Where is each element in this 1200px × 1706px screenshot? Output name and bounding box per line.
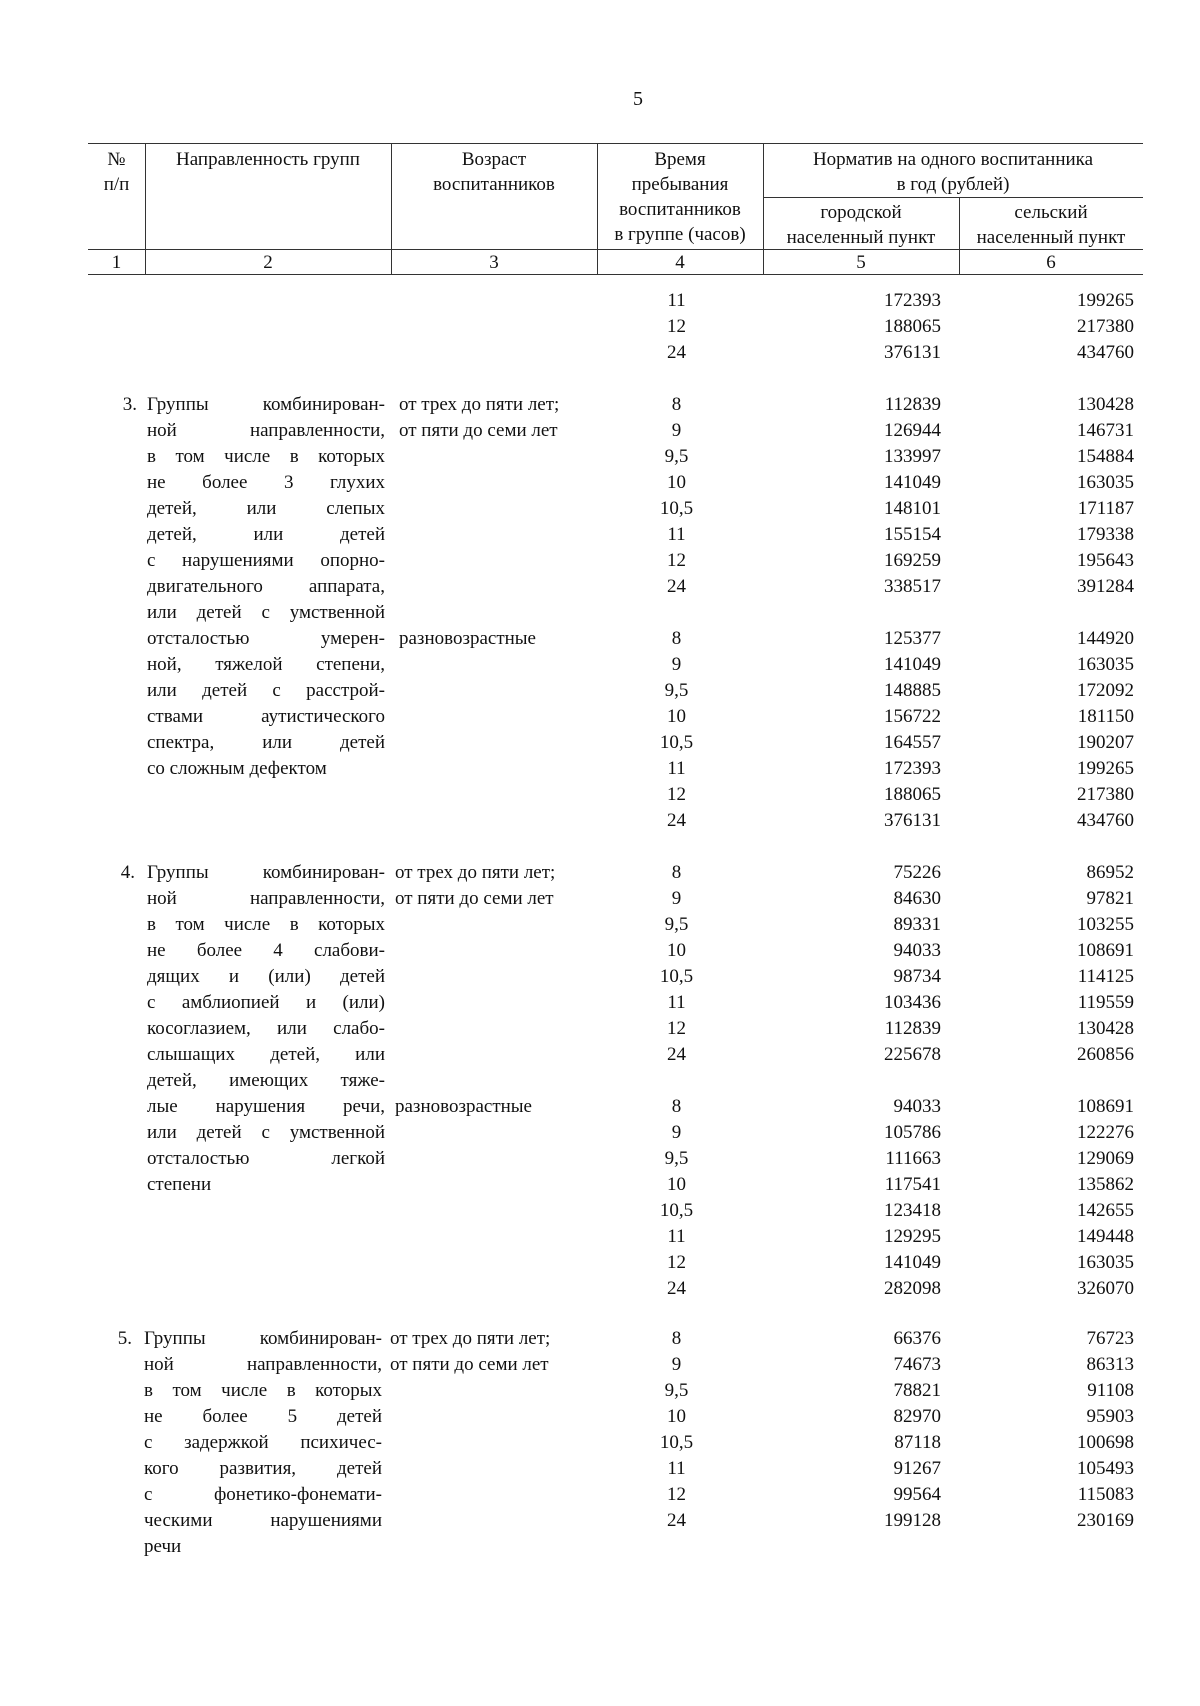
header-col4-line: в группе (часов) — [614, 224, 746, 245]
description-line: слышащих детей, или — [147, 1044, 385, 1065]
header-col56 — [763, 147, 1143, 197]
urban-norm-cell: 169259 — [884, 550, 941, 571]
urban-norm-cell: 103436 — [884, 992, 941, 1013]
hours-cell: 12 — [667, 1252, 686, 1273]
table-row — [0, 1120, 1200, 1146]
header-col5 — [763, 200, 959, 250]
rural-norm-cell: 434760 — [1077, 810, 1134, 831]
hours-cell: 11 — [667, 758, 686, 779]
urban-norm-cell: 78821 — [893, 1380, 941, 1401]
urban-norm-cell: 91267 — [893, 1458, 941, 1479]
hours-cell: 9 — [671, 654, 682, 675]
urban-norm-cell: 155154 — [884, 524, 941, 545]
header-top-border — [88, 143, 1143, 144]
description-line: или детей с расстрой- — [147, 680, 385, 701]
description-line: степени — [147, 1174, 212, 1195]
age-line: разновозрастные — [395, 1096, 532, 1117]
hours-cell: 9 — [671, 1122, 682, 1143]
rural-norm-cell: 130428 — [1077, 394, 1134, 415]
hours-cell: 10 — [667, 706, 686, 727]
urban-norm-cell: 89331 — [893, 914, 941, 935]
page-number: 5 — [633, 88, 643, 110]
rural-norm-cell: 119559 — [1077, 992, 1134, 1013]
urban-norm-cell: 172393 — [884, 758, 941, 779]
hours-cell: 9 — [671, 1354, 682, 1375]
description-line: или детей с умственной — [147, 1122, 385, 1143]
description-line: Группы комбинирован- — [147, 394, 385, 415]
hours-cell: 10,5 — [659, 966, 694, 987]
rural-norm-cell: 129069 — [1077, 1148, 1134, 1169]
group-number: 4. — [120, 862, 135, 883]
rural-norm-cell: 217380 — [1077, 316, 1134, 337]
table-row — [0, 1094, 1200, 1120]
description-line: лые нарушения речи, — [147, 1096, 385, 1117]
urban-norm-cell: 141049 — [884, 472, 941, 493]
urban-norm-cell: 75226 — [893, 862, 941, 883]
description-line: ной направленности, — [147, 888, 385, 909]
description-line: ной, тяжелой степени, — [147, 654, 385, 675]
hours-cell: 9,5 — [664, 914, 689, 935]
hours-cell: 10,5 — [659, 1432, 694, 1453]
hours-cell: 9,5 — [664, 1148, 689, 1169]
urban-norm-cell: 123418 — [884, 1200, 941, 1221]
header-col56-line: в год (рублей) — [896, 174, 1010, 195]
header-col5-line: населенный пункт — [786, 227, 936, 248]
rural-norm-cell: 97821 — [1086, 888, 1134, 909]
table-row — [0, 340, 1200, 366]
hours-cell: 10 — [667, 472, 686, 493]
rural-norm-cell: 108691 — [1077, 940, 1134, 961]
group-number: 5. — [117, 1328, 132, 1349]
hours-cell: 10,5 — [659, 732, 694, 753]
column-number-1: 1 — [111, 252, 122, 273]
table-row — [0, 288, 1200, 314]
rural-norm-cell: 190207 — [1077, 732, 1134, 753]
column-number-4: 4 — [675, 252, 685, 273]
urban-norm-cell: 74673 — [893, 1354, 941, 1375]
column-number-3: 3 — [489, 252, 499, 273]
urban-norm-cell: 99564 — [893, 1484, 941, 1505]
hours-cell: 10 — [667, 1174, 686, 1195]
hours-cell: 11 — [667, 524, 686, 545]
urban-norm-cell: 82970 — [893, 1406, 941, 1427]
table-row — [0, 1326, 1200, 1352]
rural-norm-cell: 100698 — [1077, 1432, 1134, 1453]
table-row — [0, 730, 1200, 756]
header-col4-line: пребывания — [631, 174, 729, 195]
urban-norm-cell: 125377 — [884, 628, 941, 649]
urban-norm-cell: 164557 — [884, 732, 941, 753]
table-row — [0, 548, 1200, 574]
description-line: дящих и (или) детей — [147, 966, 385, 987]
hours-cell: 11 — [667, 992, 686, 1013]
header-col3-line: воспитанников — [433, 174, 555, 195]
table-row — [0, 990, 1200, 1016]
rural-norm-cell: 108691 — [1077, 1096, 1134, 1117]
description-line: детей, или слепых — [147, 498, 385, 519]
hours-cell: 8 — [671, 628, 682, 649]
rural-norm-cell: 199265 — [1077, 290, 1134, 311]
urban-norm-cell: 148885 — [884, 680, 941, 701]
description-line: или детей с умственной — [147, 602, 385, 623]
urban-norm-cell: 117541 — [884, 1174, 941, 1195]
table-row — [0, 470, 1200, 496]
rural-norm-cell: 171187 — [1077, 498, 1134, 519]
header-col3-line: Возраст — [461, 149, 527, 170]
table-row — [0, 574, 1200, 600]
table-row — [0, 782, 1200, 808]
age-line: от трех до пяти лет; — [395, 862, 556, 883]
column-number-6: 6 — [1046, 252, 1056, 273]
table-row — [0, 626, 1200, 652]
description-line: в том числе в которых — [147, 914, 385, 935]
hours-cell: 10 — [667, 940, 686, 961]
table-row — [0, 1482, 1200, 1508]
hours-cell: 12 — [667, 1484, 686, 1505]
age-line: от пяти до семи лет — [390, 1354, 549, 1375]
urban-norm-cell: 105786 — [884, 1122, 941, 1143]
header-col1 — [88, 147, 145, 197]
header-col3 — [391, 147, 597, 197]
hours-cell: 8 — [671, 1096, 682, 1117]
hours-cell: 11 — [667, 290, 686, 311]
rural-norm-cell: 217380 — [1077, 784, 1134, 805]
column-number-5: 5 — [856, 252, 866, 273]
hours-cell: 12 — [667, 550, 686, 571]
hours-cell: 11 — [667, 1458, 686, 1479]
hours-cell: 10,5 — [659, 1200, 694, 1221]
urban-norm-cell: 98734 — [893, 966, 941, 987]
table-row — [0, 1146, 1200, 1172]
hours-cell: 24 — [667, 1278, 686, 1299]
header-col6-line: сельский — [1014, 202, 1088, 223]
table-row — [0, 1456, 1200, 1482]
table-row — [0, 1042, 1200, 1068]
description-line: отсталостью легкой — [147, 1148, 385, 1169]
hours-cell: 12 — [667, 1018, 686, 1039]
rural-norm-cell: 86313 — [1086, 1354, 1134, 1375]
rural-norm-cell: 172092 — [1077, 680, 1134, 701]
hours-cell: 10 — [667, 1406, 686, 1427]
header-col1-line: п/п — [103, 174, 130, 195]
urban-norm-cell: 66376 — [893, 1328, 941, 1349]
description-line: не более 3 глухих — [147, 472, 385, 493]
urban-norm-cell: 94033 — [893, 940, 941, 961]
hours-cell: 24 — [667, 342, 686, 363]
table-row — [0, 678, 1200, 704]
urban-norm-cell: 129295 — [884, 1226, 941, 1247]
hours-cell: 10,5 — [659, 498, 694, 519]
rural-norm-cell: 326070 — [1077, 1278, 1134, 1299]
table-row — [0, 418, 1200, 444]
rural-norm-cell: 163035 — [1077, 1252, 1134, 1273]
description-line: не более 5 детей — [144, 1406, 382, 1427]
hours-cell: 12 — [667, 784, 686, 805]
description-line: детей, или детей — [147, 524, 385, 545]
rural-norm-cell: 199265 — [1077, 758, 1134, 779]
header-col6 — [959, 200, 1143, 250]
urban-norm-cell: 188065 — [884, 316, 941, 337]
age-line: от пяти до семи лет — [399, 420, 558, 441]
table-row — [0, 964, 1200, 990]
description-line: в том числе в которых — [144, 1380, 382, 1401]
table-row — [0, 1378, 1200, 1404]
rural-norm-cell: 230169 — [1077, 1510, 1134, 1531]
table-row — [0, 1198, 1200, 1224]
rural-norm-cell: 86952 — [1086, 862, 1134, 883]
header-col1-line: № — [107, 149, 126, 170]
age-line: от трех до пяти лет; — [390, 1328, 551, 1349]
description-line: речи — [144, 1536, 182, 1557]
header-col2-line: Направленность групп — [176, 149, 360, 170]
description-line: спектра, или детей — [147, 732, 385, 753]
description-line: с нарушениями опорно- — [147, 550, 385, 571]
urban-norm-cell: 112839 — [884, 394, 941, 415]
table-row — [0, 1250, 1200, 1276]
description-line: с амблиопией и (или) — [147, 992, 385, 1013]
table-row — [0, 1508, 1200, 1534]
hours-cell: 8 — [671, 394, 682, 415]
urban-norm-cell: 376131 — [884, 342, 941, 363]
rural-norm-cell: 149448 — [1077, 1226, 1134, 1247]
urban-norm-cell: 282098 — [884, 1278, 941, 1299]
urban-norm-cell: 148101 — [884, 498, 941, 519]
description-line: Группы комбинирован- — [147, 862, 385, 883]
hours-cell: 9 — [671, 888, 682, 909]
description-line: отсталостью умерен- — [147, 628, 385, 649]
description-line: детей, имеющих тяже- — [147, 1070, 385, 1091]
table-row — [0, 392, 1200, 418]
table-row — [0, 1352, 1200, 1378]
hours-cell: 12 — [667, 316, 686, 337]
rural-norm-cell: 434760 — [1077, 342, 1134, 363]
rural-norm-cell: 163035 — [1077, 654, 1134, 675]
hours-cell: 8 — [671, 1328, 682, 1349]
urban-norm-cell: 225678 — [884, 1044, 941, 1065]
rural-norm-cell: 142655 — [1077, 1200, 1134, 1221]
rural-norm-cell: 130428 — [1077, 1018, 1134, 1039]
urban-norm-cell: 141049 — [884, 654, 941, 675]
urban-norm-cell: 84630 — [893, 888, 941, 909]
urban-norm-cell: 133997 — [884, 446, 941, 467]
table-row — [0, 652, 1200, 678]
rural-norm-cell: 105493 — [1077, 1458, 1134, 1479]
table-row — [0, 1016, 1200, 1042]
table-row — [0, 1430, 1200, 1456]
hours-cell: 9,5 — [664, 680, 689, 701]
table-row — [0, 860, 1200, 886]
rural-norm-cell: 195643 — [1077, 550, 1134, 571]
urban-norm-cell: 112839 — [884, 1018, 941, 1039]
table-row — [0, 912, 1200, 938]
rural-norm-cell: 91108 — [1087, 1380, 1134, 1401]
hours-cell: 24 — [667, 576, 686, 597]
description-line: с задержкой психичес- — [144, 1432, 382, 1453]
rural-norm-cell: 391284 — [1077, 576, 1134, 597]
table-row — [0, 314, 1200, 340]
rural-norm-cell: 260856 — [1077, 1044, 1134, 1065]
header-subdivider — [763, 197, 1143, 198]
hours-cell: 24 — [667, 1510, 686, 1531]
description-line: ствами аутистического — [147, 706, 385, 727]
table-row — [0, 1224, 1200, 1250]
rural-norm-cell: 181150 — [1077, 706, 1134, 727]
description-line: со сложным дефектом — [147, 758, 327, 779]
description-line: косоглазием, или слабо- — [147, 1018, 385, 1039]
group-number: 3. — [122, 394, 137, 415]
table-row — [0, 1404, 1200, 1430]
table-row — [0, 1276, 1200, 1302]
urban-norm-cell: 376131 — [884, 810, 941, 831]
hours-cell: 11 — [667, 1226, 686, 1247]
urban-norm-cell: 126944 — [884, 420, 941, 441]
rural-norm-cell: 135862 — [1077, 1174, 1134, 1195]
rural-norm-cell: 144920 — [1077, 628, 1134, 649]
table-row — [0, 938, 1200, 964]
description-line: с фонетико-фонемати- — [144, 1484, 382, 1505]
header-col6-line: населенный пункт — [976, 227, 1126, 248]
table-row — [0, 756, 1200, 782]
table-row — [0, 808, 1200, 834]
rural-norm-cell: 114125 — [1077, 966, 1134, 987]
hours-cell: 9,5 — [664, 1380, 689, 1401]
hours-cell: 8 — [671, 862, 682, 883]
description-line: Группы комбинирован- — [144, 1328, 382, 1349]
age-line: от пяти до семи лет — [395, 888, 554, 909]
rural-norm-cell: 163035 — [1077, 472, 1134, 493]
age-line: от трех до пяти лет; — [399, 394, 560, 415]
urban-norm-cell: 156722 — [884, 706, 941, 727]
rural-norm-cell: 115083 — [1077, 1484, 1134, 1505]
urban-norm-cell: 199128 — [884, 1510, 941, 1531]
description-line: ческими нарушениями — [144, 1510, 382, 1531]
rural-norm-cell: 95903 — [1086, 1406, 1134, 1427]
table-row — [0, 704, 1200, 730]
table-row — [0, 1172, 1200, 1198]
description-line: ной направленности, — [144, 1354, 382, 1375]
description-line: в том числе в которых — [147, 446, 385, 467]
header-col4 — [597, 147, 763, 247]
hours-cell: 24 — [667, 810, 686, 831]
hours-cell: 9 — [671, 420, 682, 441]
hours-cell: 24 — [667, 1044, 686, 1065]
rural-norm-cell: 122276 — [1077, 1122, 1134, 1143]
header-col2 — [145, 147, 391, 172]
description-line: двигательного аппарата, — [147, 576, 385, 597]
header-col4-line: воспитанников — [619, 199, 741, 220]
rural-norm-cell: 179338 — [1077, 524, 1134, 545]
table-row — [0, 496, 1200, 522]
table-row — [0, 886, 1200, 912]
header-col56-line: Норматив на одного воспитанника — [812, 149, 1094, 170]
description-line: ной направленности, — [147, 420, 385, 441]
table-row — [0, 444, 1200, 470]
urban-norm-cell: 141049 — [884, 1252, 941, 1273]
column-number-2: 2 — [263, 252, 273, 273]
urban-norm-cell: 172393 — [884, 290, 941, 311]
table-row — [0, 522, 1200, 548]
rural-norm-cell: 76723 — [1086, 1328, 1134, 1349]
urban-norm-cell: 188065 — [884, 784, 941, 805]
header-col5-line: городской — [820, 202, 902, 223]
rural-norm-cell: 146731 — [1077, 420, 1134, 441]
urban-norm-cell: 87118 — [894, 1432, 941, 1453]
urban-norm-cell: 338517 — [884, 576, 941, 597]
description-line: кого развития, детей — [144, 1458, 382, 1479]
rural-norm-cell: 154884 — [1077, 446, 1134, 467]
urban-norm-cell: 111663 — [885, 1148, 941, 1169]
rural-norm-cell: 103255 — [1077, 914, 1134, 935]
description-line: не более 4 слабови- — [147, 940, 385, 961]
header-col4-line: Время — [654, 149, 706, 170]
hours-cell: 9,5 — [664, 446, 689, 467]
age-line: разновозрастные — [399, 628, 536, 649]
urban-norm-cell: 94033 — [893, 1096, 941, 1117]
